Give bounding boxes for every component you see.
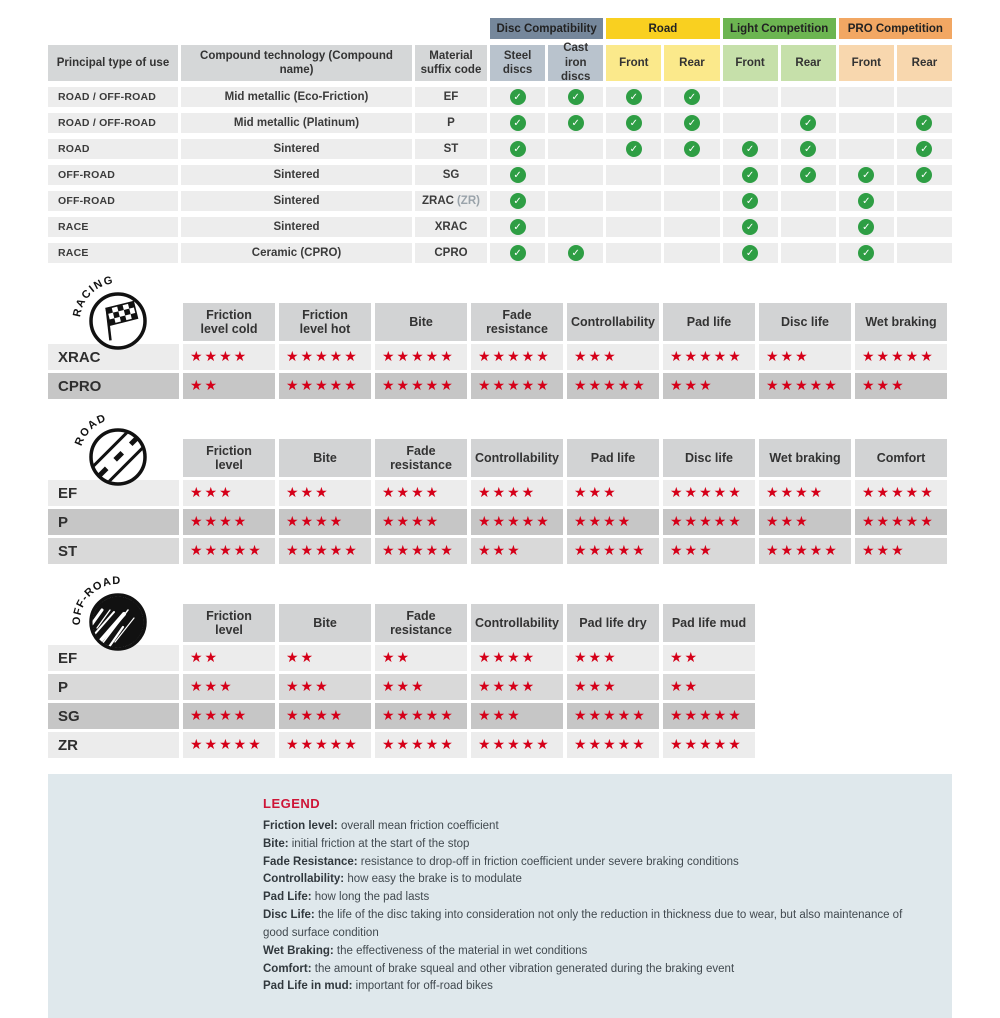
star-rating-3-of-5: ★★★ [663, 538, 755, 564]
rating-row-label: EF [48, 480, 179, 506]
cell-compatibility [723, 191, 778, 211]
rating-column-header: Friction level [183, 439, 275, 477]
star-rating-5-of-5: ★★★★★ [855, 480, 947, 506]
cell-compatibility [664, 165, 719, 185]
cell-compatibility [606, 191, 661, 211]
rating-column-header: Wet braking [855, 303, 947, 341]
cell-compound: Mid metallic (Platinum) [181, 113, 412, 133]
legend-item: Wet Braking: the effectiveness of the material in wet conditions [263, 944, 588, 957]
cell-compatibility [781, 87, 836, 107]
rating-column-header: Controllability [567, 303, 659, 341]
star-rating-5-of-5: ★★★★★ [279, 344, 371, 370]
star-rating-5-of-5: ★★★★★ [663, 703, 755, 729]
legend-term: Controllability: [263, 873, 348, 886]
rating-column-header: Bite [279, 604, 371, 642]
cell-compatibility [897, 113, 952, 133]
cell-suffix: ST [415, 139, 487, 159]
group-header: PRO Competition [839, 18, 952, 39]
cell-compatibility [490, 217, 545, 237]
cell-compatibility [664, 87, 719, 107]
cell-compatibility [839, 191, 894, 211]
check-icon: ✓ [742, 167, 758, 183]
sub-column-header: Rear [664, 45, 719, 81]
star-rating-4-of-5: ★★★★ [759, 480, 851, 506]
star-rating-5-of-5: ★★★★★ [567, 703, 659, 729]
rating-row-label: ZR [48, 732, 179, 758]
star-rating-5-of-5: ★★★★★ [183, 538, 275, 564]
star-rating-3-of-5: ★★★ [471, 703, 563, 729]
rating-column-header: Pad life [567, 439, 659, 477]
cell-compatibility [897, 191, 952, 211]
offroad-splat-icon [66, 570, 158, 662]
cell-compatibility [723, 139, 778, 159]
cell-compatibility [548, 113, 603, 133]
cell-compatibility [490, 139, 545, 159]
rating-row-label: P [48, 509, 179, 535]
cell-compatibility [897, 165, 952, 185]
star-rating-4-of-5: ★★★★ [567, 509, 659, 535]
cell-compatibility [723, 113, 778, 133]
cell-compatibility [664, 113, 719, 133]
star-rating-5-of-5: ★★★★★ [567, 732, 659, 758]
star-rating-2-of-5: ★★ [183, 645, 275, 671]
check-icon: ✓ [742, 141, 758, 157]
check-icon: ✓ [684, 115, 700, 131]
star-rating-3-of-5: ★★★ [279, 674, 371, 700]
rating-column-header: Friction level hot [279, 303, 371, 341]
racing-icon-label: RACING [71, 274, 116, 319]
cell-compatibility [781, 113, 836, 133]
sub-column-header: Rear [781, 45, 836, 81]
compatibility-table [48, 18, 952, 263]
cell-compound: Mid metallic (Eco-Friction) [181, 87, 412, 107]
star-rating-3-of-5: ★★★ [567, 674, 659, 700]
check-icon: ✓ [510, 193, 526, 209]
legend-item: Fade Resistance: resistance to drop-off in friction coefficient under severe braking conditions [263, 855, 739, 868]
legend-term: Pad Life in mud: [263, 980, 356, 993]
check-icon: ✓ [916, 141, 932, 157]
cell-principal-use: ROAD / OFF-ROAD [48, 87, 178, 107]
cell-principal-use: RACE [48, 243, 178, 263]
cell-compatibility [490, 113, 545, 133]
star-rating-5-of-5: ★★★★★ [183, 732, 275, 758]
star-rating-5-of-5: ★★★★★ [663, 509, 755, 535]
legend-item: Friction level: overall mean friction coefficient [263, 820, 499, 832]
cell-compatibility [664, 217, 719, 237]
star-rating-4-of-5: ★★★★ [183, 344, 275, 370]
star-rating-4-of-5: ★★★★ [183, 703, 275, 729]
racing-rating-table [48, 303, 947, 399]
sub-column-header: Steel discs [490, 45, 545, 81]
rating-row-label: EF [48, 645, 179, 671]
check-icon: ✓ [800, 115, 816, 131]
cell-compatibility [897, 217, 952, 237]
legend-term: Bite: [263, 837, 292, 850]
cell-compatibility [490, 191, 545, 211]
rating-column-header: Fade resistance [375, 604, 467, 642]
cell-compatibility [839, 113, 894, 133]
star-rating-4-of-5: ★★★★ [183, 509, 275, 535]
star-rating-4-of-5: ★★★★ [279, 509, 371, 535]
star-rating-5-of-5: ★★★★★ [663, 344, 755, 370]
legend-item: Comfort: the amount of brake squeal and other vibration generated during the braking event [263, 962, 735, 975]
legend-item: Controllability: how easy the brake is to modulate [263, 873, 522, 886]
star-rating-3-of-5: ★★★ [663, 373, 755, 399]
check-icon: ✓ [568, 115, 584, 131]
cell-compatibility [839, 243, 894, 263]
star-rating-5-of-5: ★★★★★ [855, 344, 947, 370]
legend-term: Disc Life: [263, 909, 318, 922]
rating-column-header: Disc life [663, 439, 755, 477]
check-icon: ✓ [510, 89, 526, 105]
cell-compatibility [781, 191, 836, 211]
cell-compatibility [490, 243, 545, 263]
cell-compatibility [781, 217, 836, 237]
rating-column-header: Friction level [183, 604, 275, 642]
cell-compatibility [781, 243, 836, 263]
sub-column-header: Front [723, 45, 778, 81]
cell-principal-use: ROAD / OFF-ROAD [48, 113, 178, 133]
cell-compatibility [664, 191, 719, 211]
star-rating-5-of-5: ★★★★★ [759, 373, 851, 399]
column-header: Compound technology (Compound name) [181, 45, 412, 81]
cell-suffix: ZRAC (ZR) [415, 191, 487, 211]
cell-principal-use: OFF-ROAD [48, 191, 178, 211]
cell-compatibility [606, 243, 661, 263]
rating-column-header: Controllability [471, 439, 563, 477]
legend-term: Fade Resistance: [263, 855, 361, 868]
cell-compatibility [548, 217, 603, 237]
cell-compatibility [839, 217, 894, 237]
star-rating-5-of-5: ★★★★★ [375, 732, 467, 758]
star-rating-3-of-5: ★★★ [567, 344, 659, 370]
cell-compatibility [548, 87, 603, 107]
offroad-rating-table [48, 604, 947, 758]
legend-title: LEGEND [263, 796, 321, 811]
star-rating-2-of-5: ★★ [375, 645, 467, 671]
rating-column-header: Comfort [855, 439, 947, 477]
legend-term: Friction level: [263, 820, 341, 832]
rating-row-label: ST [48, 538, 179, 564]
star-rating-3-of-5: ★★★ [759, 509, 851, 535]
sub-column-header: Cast iron discs [548, 45, 603, 81]
cell-compound: Ceramic (CPRO) [181, 243, 412, 263]
legend-item: Disc Life: the life of the disc taking into consideration not only the reduction in thickness due to wear, but also maintenance of good surface condition [263, 909, 903, 939]
cell-compatibility [490, 87, 545, 107]
rating-column-header: Pad life dry [567, 604, 659, 642]
star-rating-5-of-5: ★★★★★ [279, 373, 371, 399]
cell-compound: Sintered [181, 139, 412, 159]
column-header: Principal type of use [48, 45, 178, 81]
group-header: Disc Compatibility [490, 18, 603, 39]
cell-suffix: P [415, 113, 487, 133]
star-rating-5-of-5: ★★★★★ [375, 344, 467, 370]
star-rating-5-of-5: ★★★★★ [663, 732, 755, 758]
cell-compatibility [839, 87, 894, 107]
cell-compatibility [548, 191, 603, 211]
cell-suffix: XRAC [415, 217, 487, 237]
rating-row-label: XRAC [48, 344, 179, 370]
cell-suffix: EF [415, 87, 487, 107]
cell-principal-use: ROAD [48, 139, 178, 159]
star-rating-5-of-5: ★★★★★ [759, 538, 851, 564]
cell-compatibility [839, 165, 894, 185]
check-icon: ✓ [626, 115, 642, 131]
star-rating-3-of-5: ★★★ [759, 344, 851, 370]
rating-row-label: SG [48, 703, 179, 729]
rating-column-header: Friction level cold [183, 303, 275, 341]
rating-column-header: Disc life [759, 303, 851, 341]
legend-item: Pad Life in mud: important for off-road bikes [263, 980, 493, 993]
cell-compatibility [606, 217, 661, 237]
star-rating-3-of-5: ★★★ [375, 674, 467, 700]
rating-column-header: Bite [279, 439, 371, 477]
rating-column-header: Wet braking [759, 439, 851, 477]
cell-compatibility [723, 217, 778, 237]
cell-compatibility [897, 139, 952, 159]
check-icon: ✓ [858, 193, 874, 209]
road-icon [66, 405, 158, 497]
check-icon: ✓ [800, 167, 816, 183]
road-icon-label: ROAD [72, 411, 109, 448]
star-rating-5-of-5: ★★★★★ [279, 538, 371, 564]
check-icon: ✓ [858, 245, 874, 261]
legend-term: Comfort: [263, 962, 315, 975]
cell-compatibility [548, 139, 603, 159]
star-rating-4-of-5: ★★★★ [471, 645, 563, 671]
cell-compatibility [490, 165, 545, 185]
legend-panel [48, 774, 952, 1018]
cell-compatibility [664, 243, 719, 263]
star-rating-3-of-5: ★★★ [855, 373, 947, 399]
star-rating-5-of-5: ★★★★★ [855, 509, 947, 535]
cell-compound: Sintered [181, 217, 412, 237]
star-rating-3-of-5: ★★★ [471, 538, 563, 564]
cell-suffix: CPRO [415, 243, 487, 263]
check-icon: ✓ [858, 219, 874, 235]
star-rating-4-of-5: ★★★★ [279, 703, 371, 729]
group-header: Road [606, 18, 719, 39]
cell-compatibility [897, 87, 952, 107]
check-icon: ✓ [684, 89, 700, 105]
rating-row-label: CPRO [48, 373, 179, 399]
sub-column-header: Front [839, 45, 894, 81]
star-rating-5-of-5: ★★★★★ [471, 509, 563, 535]
legend-item: Bite: initial friction at the start of the stop [263, 837, 470, 850]
star-rating-3-of-5: ★★★ [855, 538, 947, 564]
checkered-flag-icon [66, 269, 158, 361]
check-icon: ✓ [800, 141, 816, 157]
cell-suffix: SG [415, 165, 487, 185]
rating-column-header: Controllability [471, 604, 563, 642]
rating-column-header: Fade resistance [471, 303, 563, 341]
star-rating-4-of-5: ★★★★ [471, 480, 563, 506]
rating-column-header: Bite [375, 303, 467, 341]
legend-term: Wet Braking: [263, 944, 337, 957]
cell-compatibility [839, 139, 894, 159]
star-rating-5-of-5: ★★★★★ [471, 344, 563, 370]
cell-compatibility [606, 113, 661, 133]
cell-compatibility [897, 243, 952, 263]
star-rating-5-of-5: ★★★★★ [279, 732, 371, 758]
star-rating-4-of-5: ★★★★ [375, 509, 467, 535]
check-icon: ✓ [626, 89, 642, 105]
offroad-section [48, 574, 952, 758]
check-icon: ✓ [626, 141, 642, 157]
check-icon: ✓ [684, 141, 700, 157]
cell-compound: Sintered [181, 165, 412, 185]
star-rating-2-of-5: ★★ [663, 674, 755, 700]
cell-compatibility [781, 139, 836, 159]
check-icon: ✓ [916, 167, 932, 183]
check-icon: ✓ [858, 167, 874, 183]
check-icon: ✓ [742, 219, 758, 235]
cell-compatibility [723, 165, 778, 185]
star-rating-2-of-5: ★★ [183, 373, 275, 399]
sub-column-header: Rear [897, 45, 952, 81]
cell-compatibility [781, 165, 836, 185]
star-rating-3-of-5: ★★★ [279, 480, 371, 506]
star-rating-2-of-5: ★★ [663, 645, 755, 671]
star-rating-3-of-5: ★★★ [183, 674, 275, 700]
rating-column-header: Pad life mud [663, 604, 755, 642]
check-icon: ✓ [742, 193, 758, 209]
rating-column-header: Pad life [663, 303, 755, 341]
offroad-icon-label: OFF-ROAD [70, 574, 122, 626]
star-rating-5-of-5: ★★★★★ [375, 538, 467, 564]
group-header: Light Competition [723, 18, 836, 39]
check-icon: ✓ [510, 219, 526, 235]
legend-items [263, 818, 922, 996]
suffix-note: (ZR) [456, 195, 480, 207]
check-icon: ✓ [568, 245, 584, 261]
star-rating-3-of-5: ★★★ [567, 645, 659, 671]
check-icon: ✓ [510, 141, 526, 157]
cell-compatibility [664, 139, 719, 159]
cell-principal-use: OFF-ROAD [48, 165, 178, 185]
cell-compatibility [606, 165, 661, 185]
star-rating-5-of-5: ★★★★★ [567, 373, 659, 399]
star-rating-5-of-5: ★★★★★ [375, 373, 467, 399]
check-icon: ✓ [510, 245, 526, 261]
cell-principal-use: RACE [48, 217, 178, 237]
rating-column-header: Fade resistance [375, 439, 467, 477]
road-section [48, 411, 952, 564]
check-icon: ✓ [568, 89, 584, 105]
cell-compatibility [548, 243, 603, 263]
legend-item: Pad Life: how long the pad lasts [263, 891, 430, 904]
sub-column-header: Front [606, 45, 661, 81]
star-rating-5-of-5: ★★★★★ [471, 732, 563, 758]
star-rating-5-of-5: ★★★★★ [471, 373, 563, 399]
cell-compatibility [723, 243, 778, 263]
racing-section [48, 274, 952, 399]
cell-compatibility [548, 165, 603, 185]
star-rating-2-of-5: ★★ [279, 645, 371, 671]
star-rating-5-of-5: ★★★★★ [375, 703, 467, 729]
star-rating-3-of-5: ★★★ [567, 480, 659, 506]
star-rating-4-of-5: ★★★★ [471, 674, 563, 700]
legend-term: Pad Life: [263, 891, 315, 904]
star-rating-5-of-5: ★★★★★ [663, 480, 755, 506]
cell-compatibility [606, 139, 661, 159]
check-icon: ✓ [510, 115, 526, 131]
star-rating-4-of-5: ★★★★ [375, 480, 467, 506]
check-icon: ✓ [742, 245, 758, 261]
star-rating-5-of-5: ★★★★★ [567, 538, 659, 564]
road-rating-table [48, 439, 947, 564]
cell-compatibility [723, 87, 778, 107]
rating-row-label: P [48, 674, 179, 700]
check-icon: ✓ [510, 167, 526, 183]
check-icon: ✓ [916, 115, 932, 131]
cell-compatibility [606, 87, 661, 107]
star-rating-3-of-5: ★★★ [183, 480, 275, 506]
cell-compound: Sintered [181, 191, 412, 211]
column-header: Material suffix code [415, 45, 487, 81]
